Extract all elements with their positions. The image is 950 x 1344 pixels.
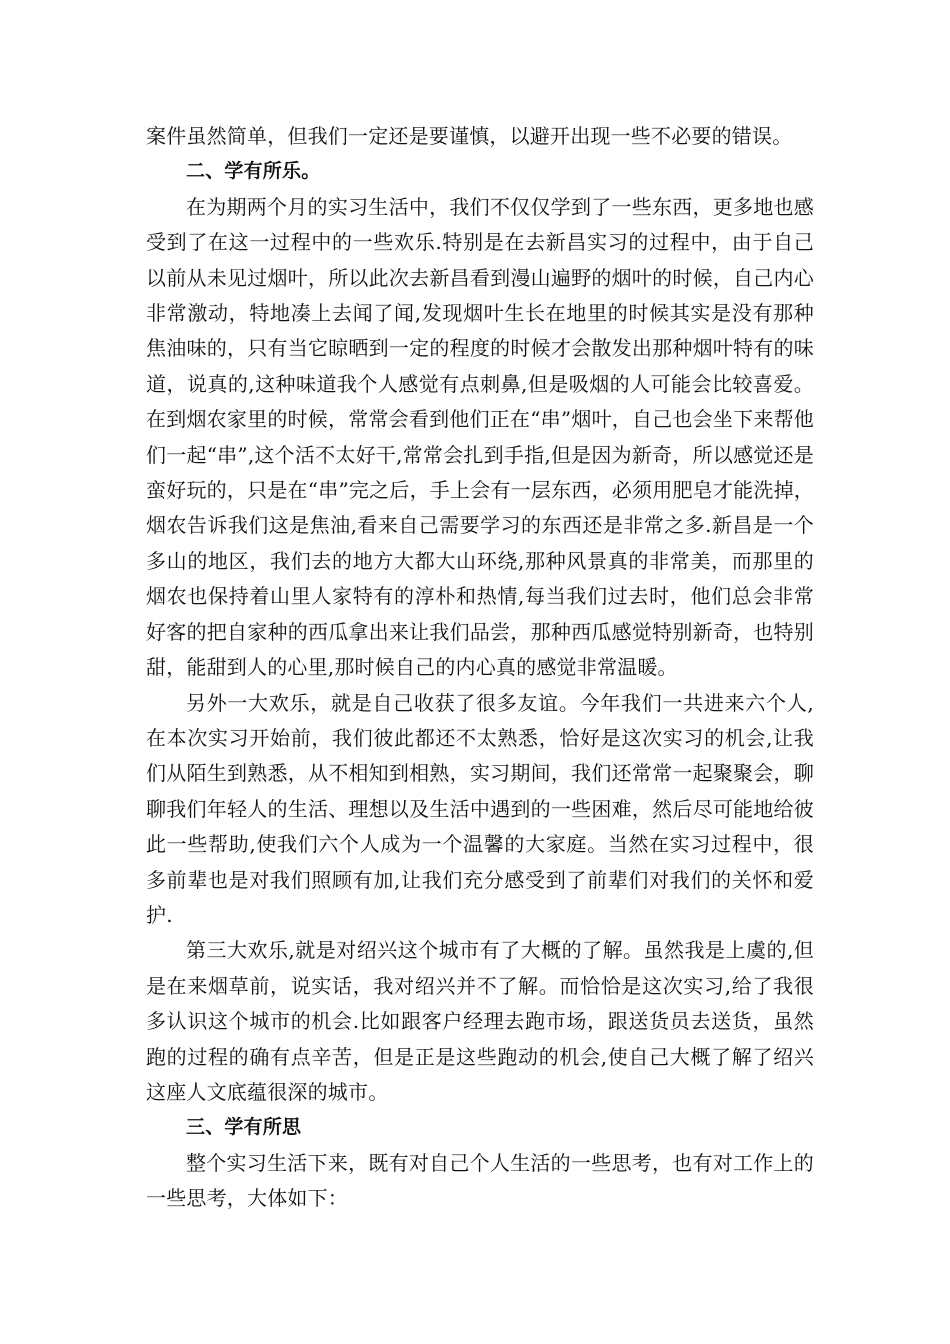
paragraph-xinchang-tobacco: 在为期两个月的实习生活中，我们不仅仅学到了一些东西，更多地也感受到了在这一过程中的一些欢乐.特别是在去新昌实习的过程中，由于自己以前从未见过烟叶，所以此次去新昌看到漫山遍野的烟叶的时候，自己内心非常激动，特地凑上去闻了闻,发现烟叶生长在地里的时候其实是没有那种焦油味的，只有当它晾晒到一定的程度的时候才会散发出那种烟叶特有的味道，说真的,这种味道我个人感觉有点刺鼻,但是吸烟的人可能会比较喜爱。在到烟农家里的时候，常常会看到他们正在“串”烟叶，自己也会坐下来帮他们一起“串”,这个活不太好干,常常会扎到手指,但是因为新奇，所以感觉还是蛮好玩的，只是在“串”完之后，手上会有一层东西，必须用肥皂才能洗掉，烟农告诉我们这是焦油,看来自己需要学习的东西还是非常之多.新昌是一个多山的地区，我们去的地方大都大山环绕,那种风景真的非常美，而那里的烟农也保持着山里人家特有的淳朴和热情,每当我们过去时，他们总会非常好客的把自家种的西瓜拿出来让我们品尝，那种西瓜感觉特别新奇，也特别甜，能甜到人的心里,那时候自己的内心真的感觉非常温暖。 [146, 194, 814, 680]
paragraph-reflections: 整个实习生活下来，既有对自己个人生活的一些思考，也有对工作上的一些思考，大体如下： [146, 1150, 814, 1211]
document-body [146, 119, 814, 1217]
paragraph-shaoxing-city: 第三大欢乐,就是对绍兴这个城市有了大概的了解。虽然我是上虞的,但是在来烟草前，说实话，我对绍兴并不了解。而恰恰是这次实习,给了我很多认识这个城市的机会.比如跟客户经理去跑市场，跟送货员去送货，虽然跑的过程的确有点辛苦，但是正是这些跑动的机会,使自己大概了解了绍兴这座人文底蕴很深的城市。 [146, 938, 814, 1104]
section-heading-2: 二、学有所乐。 [186, 160, 321, 183]
paragraph-continued: 案件虽然简单，但我们一定还是要谨慎，以避开出现一些不必要的错误。 [146, 124, 793, 148]
paragraph-friendship: 另外一大欢乐，就是自己收获了很多友谊。今年我们一共进来六个人,在本次实习开始前，我们彼此都还不太熟悉，恰好是这次实习的机会,让我们从陌生到熟悉，从不相知到相熟，实习期间，我们还常常一起聚聚会，聊聊我们年轻人的生活、理想以及生活中遇到的一些困难，然后尽可能地给彼此一些帮助,使我们六个人成为一个温馨的大家庭。当然在实习过程中，很多前辈也是对我们照顾有加,让我们充分感受到了前辈们对我们的关怀和爱护. [146, 690, 814, 927]
section-heading-3: 三、学有所思 [186, 1116, 302, 1139]
